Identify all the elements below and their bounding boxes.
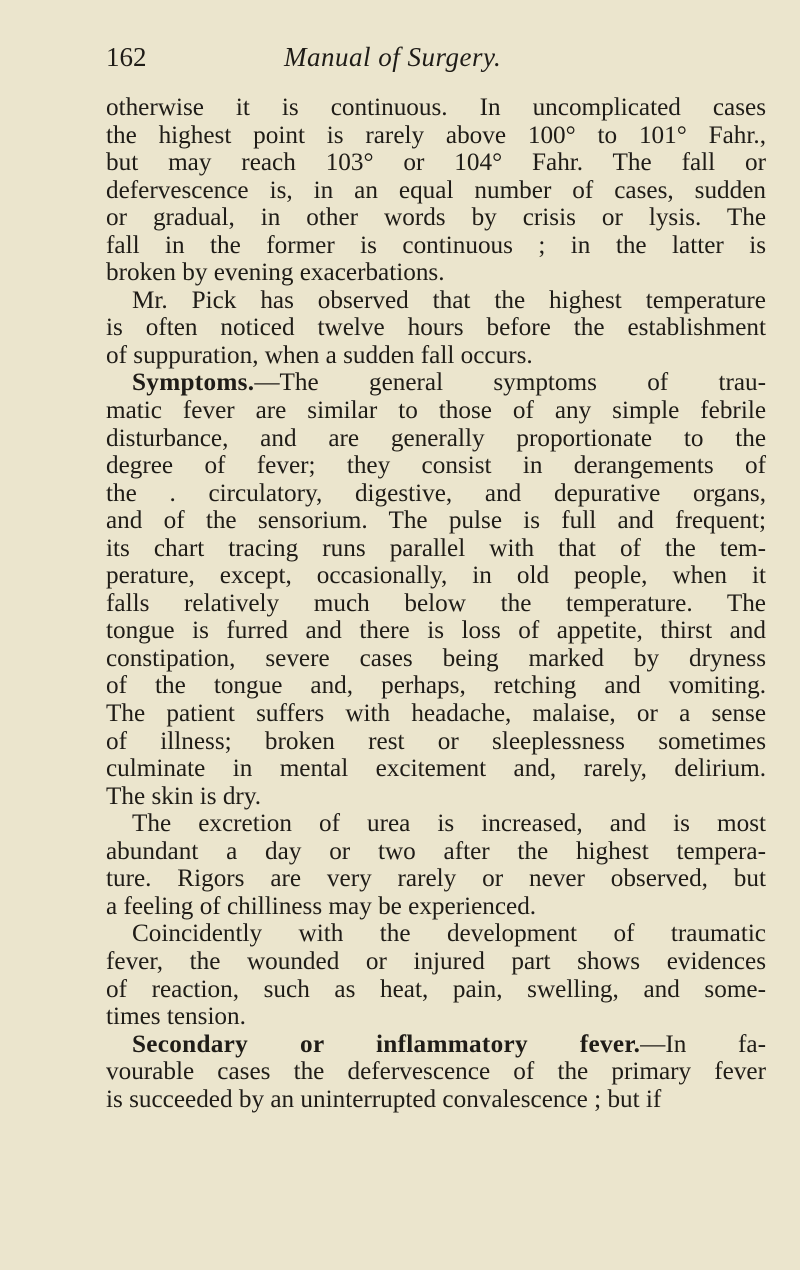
line-text: of the tongue and, perhaps, retching and vomiting.	[106, 672, 766, 700]
text-line	[106, 838, 766, 866]
line-text: of reaction, such as heat, pain, swelling, and some-	[106, 975, 766, 1003]
text-line	[106, 948, 766, 976]
text-line	[106, 755, 766, 783]
text-line	[106, 645, 766, 673]
line-text: vourable cases the defervescence of the primary fever	[106, 1058, 766, 1086]
line-text: otherwise it is continuous. In uncomplicated cases	[106, 94, 766, 121]
line-text: falls relatively much below the temperature. The	[106, 589, 766, 617]
text-line	[106, 1086, 766, 1114]
text-line	[106, 590, 766, 618]
text-line	[106, 480, 766, 508]
text-line	[106, 1003, 766, 1031]
line-text: a feeling of chilliness may be experienced.	[106, 892, 537, 920]
run-in-heading: Secondary or inflammatory fever.	[132, 1030, 641, 1058]
text-line	[106, 287, 766, 315]
line-text: The skin is dry.	[106, 782, 262, 810]
line-text: or gradual, in other words by crisis or lysis. The	[106, 204, 766, 232]
line-text: The patient suffers with headache, malaise, or a sense	[106, 700, 766, 728]
text-line	[106, 893, 766, 921]
line-text: The excretion of urea is increased, and is most	[132, 810, 766, 838]
line-text: fall in the former is continuous ; in the latter is	[106, 231, 766, 259]
line-text: fever, the wounded or injured part shows evidences	[106, 947, 766, 975]
text-line	[106, 149, 766, 177]
line-text: is often noticed twelve hours before the establishment	[106, 314, 766, 342]
text-line	[106, 314, 766, 342]
text-line	[106, 397, 766, 425]
line-text: broken by evening exacerbations.	[106, 259, 445, 287]
line-text: matic fever are similar to those of any simple febrile	[106, 397, 766, 425]
line-text: disturbance, and are generally proportionate to the	[106, 424, 766, 452]
page-number: 162	[106, 42, 147, 72]
text-line	[106, 122, 766, 150]
line-text: the . circulatory, digestive, and depurative organs,	[106, 479, 766, 507]
line-text: perature, except, occasionally, in old people, when it	[106, 562, 766, 590]
text-line	[106, 865, 766, 893]
run-in-heading: Symptoms.	[132, 369, 255, 397]
text-line	[106, 672, 766, 700]
text-line	[106, 232, 766, 260]
line-text: times tension.	[106, 1003, 246, 1031]
line-text: defervescence is, in an equal number of cases, sudden	[106, 176, 766, 204]
text-line	[106, 94, 766, 122]
running-title: Manual of Surgery.	[284, 42, 502, 72]
line-text: tongue is furred and there is loss of appetite, thirst and	[106, 617, 766, 645]
text-line	[106, 783, 766, 811]
text-line	[106, 728, 766, 756]
page-header	[106, 42, 766, 82]
text-line	[106, 700, 766, 728]
line-text: culminate in mental excitement and, rarely, delirium.	[106, 755, 766, 783]
text-line	[106, 976, 766, 1004]
line-text: —In fa-	[640, 1030, 766, 1058]
line-text: of illness; broken rest or sleeplessness sometimes	[106, 727, 766, 755]
text-line	[106, 1031, 766, 1059]
text-line	[106, 535, 766, 563]
text-line	[106, 425, 766, 453]
line-text: Coincidently with the development of traumatic	[132, 920, 766, 948]
text-line	[106, 617, 766, 645]
line-text: the highest point is rarely above 100° to 101° Fahr.,	[106, 121, 766, 149]
text-line	[106, 1058, 766, 1086]
line-text: and of the sensorium. The pulse is full and frequent;	[106, 507, 766, 535]
text-line	[106, 369, 766, 397]
text-line	[106, 204, 766, 232]
line-text: but may reach 103° or 104° Fahr. The fall or	[106, 149, 766, 177]
line-text: is succeeded by an uninterrupted convalescence ; but if	[106, 1085, 662, 1113]
line-text: its chart tracing runs parallel with that of the tem-	[106, 534, 766, 562]
body-text	[106, 94, 766, 1113]
text-line	[106, 342, 766, 370]
text-line	[106, 507, 766, 535]
line-text: abundant a day or two after the highest tempera-	[106, 837, 766, 865]
text-line	[106, 452, 766, 480]
line-text: ture. Rigors are very rarely or never observed, but	[106, 865, 766, 893]
text-line	[106, 920, 766, 948]
line-text: Mr. Pick has observed that the highest temperature	[132, 286, 766, 314]
text-line	[106, 259, 766, 287]
text-line	[106, 562, 766, 590]
line-text: —The general symptoms of trau-	[254, 369, 766, 397]
line-text: of suppuration, when a sudden fall occurs.	[106, 341, 533, 369]
line-text: constipation, severe cases being marked by dryness	[106, 644, 766, 672]
line-text: degree of fever; they consist in derangements of	[106, 452, 766, 480]
text-line	[106, 177, 766, 205]
text-line	[106, 810, 766, 838]
